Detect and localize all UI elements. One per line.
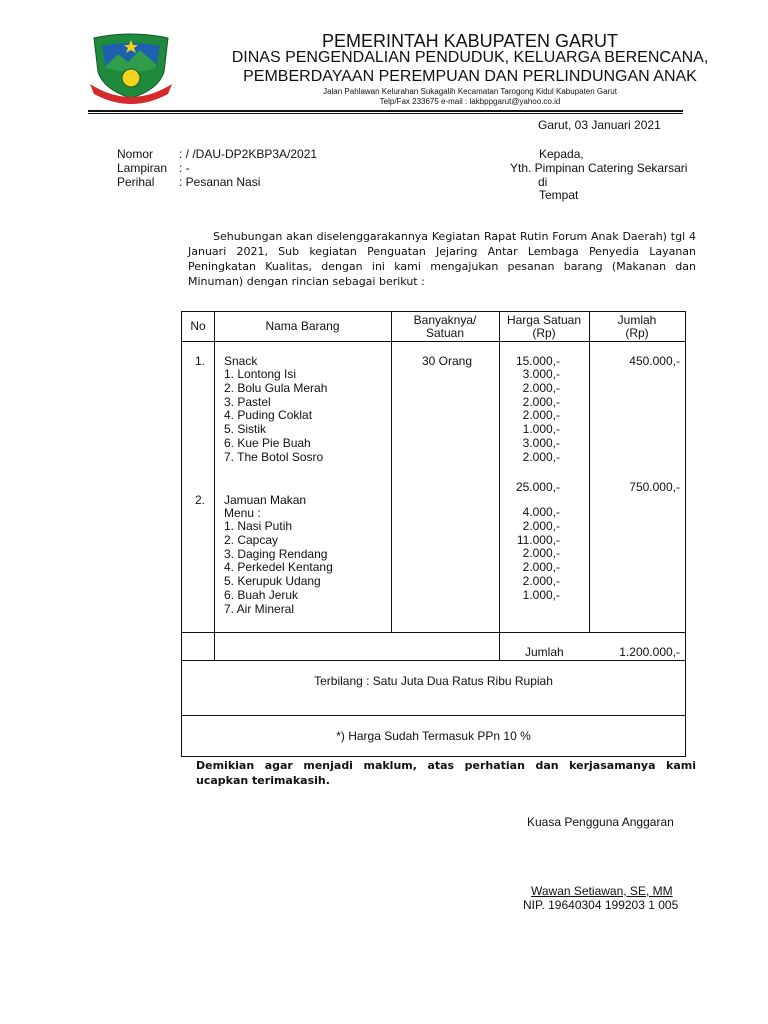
recipient-name: Yth. Pimpinan Catering Sekarsari xyxy=(510,161,688,175)
list-item-price: 4.000,- xyxy=(522,505,560,519)
nomor-value: : / /DAU-DP2KBP3A/2021 xyxy=(179,147,318,161)
tax-note: *) Harga Sudah Termasuk PPn 10 % xyxy=(336,729,531,743)
header-qty-1: Banyaknya/ xyxy=(413,313,477,327)
list-item: 1. Lontong Isi xyxy=(224,367,297,381)
group1-no: 1. xyxy=(195,354,206,368)
recipient-tempat: Tempat xyxy=(539,188,579,202)
recipient-kepada: Kepada, xyxy=(539,147,584,161)
list-item: 5. Sistik xyxy=(224,422,267,437)
list-item: 3. Pastel xyxy=(224,394,271,409)
letter-date: Garut, 03 Januari 2021 xyxy=(538,118,661,132)
group2-total: 750.000,- xyxy=(629,480,680,494)
signer-name: Wawan Setiawan, SE, MM xyxy=(531,884,673,898)
list-item-price: 2.000,- xyxy=(522,449,560,464)
group2-title: Jamuan Makan xyxy=(224,493,307,507)
header-agency: DINAS PENGENDALIAN PENDUDUK, KELUARGA BERENCANA, xyxy=(231,49,709,66)
list-item: 5. Kerupuk Udang xyxy=(224,574,321,589)
group2-items xyxy=(224,520,333,617)
list-item: 4. Perkedel Kentang xyxy=(224,560,333,575)
group1-price: 15.000,- xyxy=(515,354,560,368)
list-item-price: 1.000,- xyxy=(522,587,560,602)
header-nama-barang: Nama Barang xyxy=(265,319,340,333)
list-item-price: 3.000,- xyxy=(522,367,560,381)
list-item-price: 2.000,- xyxy=(522,394,560,409)
group1-qty: 30 Orang xyxy=(422,354,473,368)
header-rule-thin xyxy=(88,113,683,114)
list-item-price: 11.000,- xyxy=(516,532,560,547)
list-item: 2. Bolu Gula Merah xyxy=(224,380,328,395)
group1-total: 450.000,- xyxy=(629,354,680,368)
perihal-value: : Pesanan Nasi xyxy=(179,175,261,189)
group1-item-prices xyxy=(500,368,560,465)
group2-price: 25.000,- xyxy=(515,480,560,494)
sum-label: Jumlah xyxy=(525,645,564,659)
garut-emblem-logo xyxy=(88,32,174,104)
list-item-price: 2.000,- xyxy=(522,560,560,575)
list-item: 4. Puding Coklat xyxy=(224,408,313,423)
closing-paragraph: Demikian agar menjadi maklum, atas perhatian dan kerjasamanya kami ucapkan terimakasih. xyxy=(196,759,696,787)
list-item: 3. Daging Rendang xyxy=(224,546,328,561)
header-qty-2: Satuan xyxy=(425,326,465,340)
row-divider xyxy=(182,660,685,661)
list-item: 7. The Botol Sosro xyxy=(224,449,324,464)
header-address: Jalan Pahlawan Kelurahan Sukagalih Kecamatan Tarogong Kidul Kabupaten Garut xyxy=(323,87,617,96)
list-item: 7. Air Mineral xyxy=(224,601,295,616)
list-item-price: 2.000,- xyxy=(522,573,560,588)
group1-title: Snack xyxy=(224,354,258,368)
row-divider xyxy=(182,341,685,342)
group2-menu-label: Menu : xyxy=(224,506,261,520)
list-item-price: 3.000,- xyxy=(522,435,560,450)
signer-title: Kuasa Pengguna Anggaran xyxy=(527,815,674,829)
order-table xyxy=(181,311,686,757)
row-divider xyxy=(182,632,685,633)
terbilang-text: Terbilang : Satu Juta Dua Ratus Ribu Rupiah xyxy=(314,674,553,688)
header-contact: Telp/Fax 233675 e-mail : lakbppgarut@yahoo.co.id xyxy=(379,97,561,106)
list-item-price: 2.000,- xyxy=(522,546,560,561)
header-no: No xyxy=(190,319,206,333)
list-item-price: 2.000,- xyxy=(522,518,560,533)
col-divider xyxy=(391,312,392,632)
header-jumlah-2: (Rp) xyxy=(625,326,649,340)
list-item: 1. Nasi Putih xyxy=(224,519,293,533)
header-jumlah-1: Jumlah xyxy=(617,313,657,327)
group2-item-prices xyxy=(500,506,560,603)
recipient-di: di xyxy=(538,175,548,189)
header-agency-continued: PEMBERDAYAAN PEREMPUAN DAN PERLINDUNGAN ANAK xyxy=(243,68,697,85)
lampiran-label: Lampiran xyxy=(117,161,168,175)
lampiran-value: : - xyxy=(179,161,190,175)
perihal-label: Perihal xyxy=(117,175,155,189)
header-rule xyxy=(88,110,683,112)
col-divider xyxy=(214,312,215,661)
list-item-price: 2.000,- xyxy=(522,380,560,395)
list-item-price: 2.000,- xyxy=(522,408,560,423)
list-item: 6. Kue Pie Buah xyxy=(224,435,311,450)
signer-nip: NIP. 19640304 199203 1 005 xyxy=(523,898,679,912)
group1-items xyxy=(224,368,327,465)
header-harga-1: Harga Satuan xyxy=(506,313,582,327)
header-harga-2: (Rp) xyxy=(532,326,556,340)
list-item: 2. Capcay xyxy=(224,532,279,547)
list-item: 6. Buah Jeruk xyxy=(224,587,299,602)
group2-no: 2. xyxy=(195,493,206,507)
opening-paragraph: Sehubungan akan diselenggarakannya Kegiatan Rapat Rutin Forum Anak Daerah) tgl 4 Januari 2021, Sub kegiatan Penguatan Jejaring Antar Lembaga Penyedia Layanan Peningkatan Kualitas, dengan ini kami mengajukan pesanan barang (Makanan dan Minuman) dengan rincian sebagai berikut : xyxy=(188,230,696,288)
header-government: PEMERINTAH KABUPATEN GARUT xyxy=(321,31,619,51)
sum-value: 1.200.000,- xyxy=(619,645,680,659)
row-divider xyxy=(182,715,685,716)
list-item-price: 1.000,- xyxy=(522,422,560,437)
nomor-label: Nomor xyxy=(117,147,154,161)
